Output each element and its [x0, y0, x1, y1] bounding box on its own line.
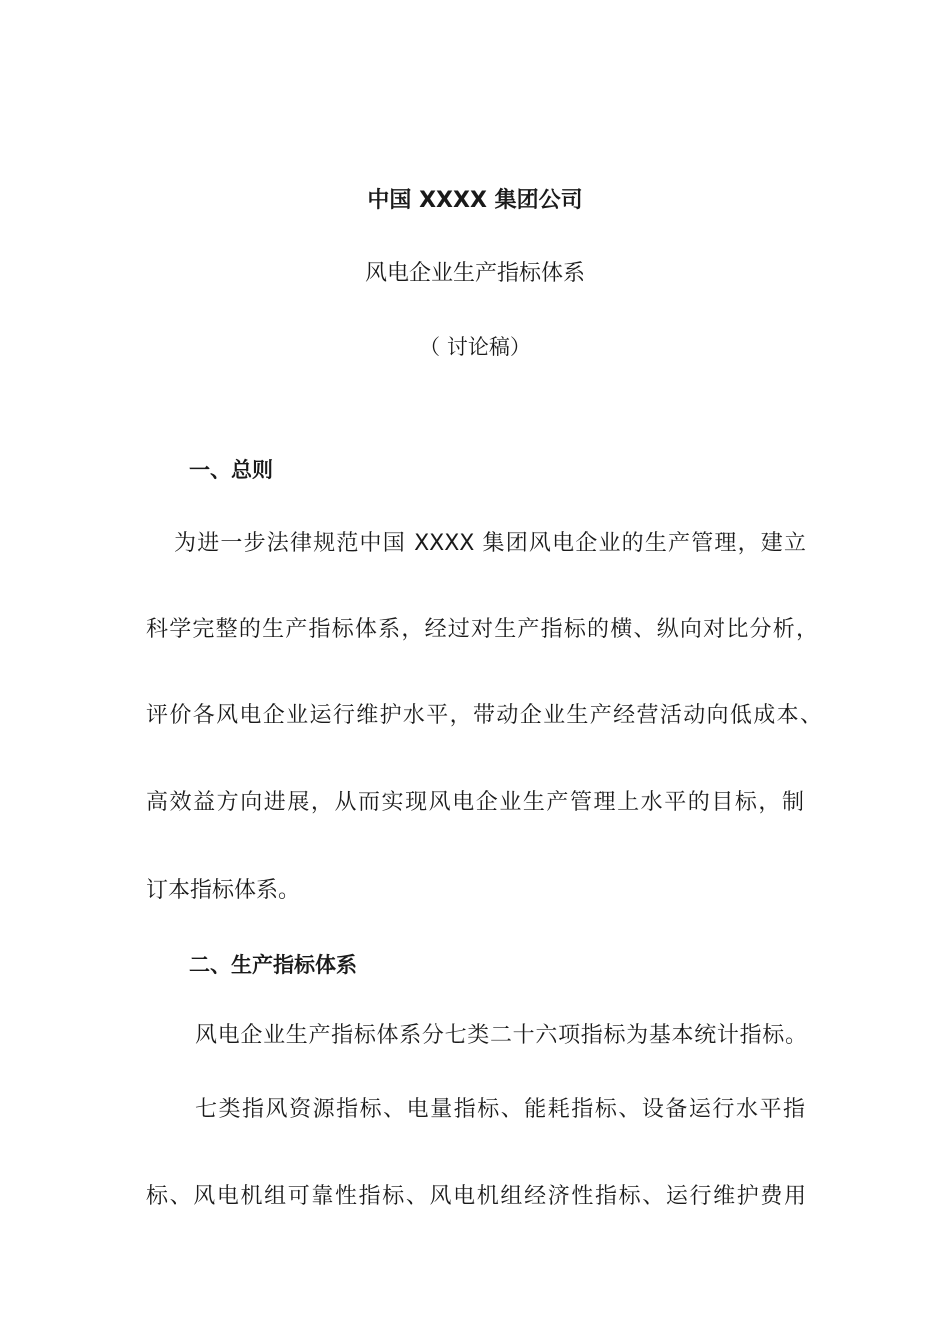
paragraph-line: 订本指标体系。: [146, 878, 301, 903]
draft-note: （ 讨论稿）: [419, 335, 531, 359]
section-heading-general: 一、总则: [189, 458, 273, 482]
paragraph-line: 风电企业生产指标体系分七类二十六项指标为基本统计指标。: [195, 1023, 807, 1048]
document-subtitle: 风电企业生产指标体系: [364, 261, 585, 286]
paragraph-line: 高效益方向进展，从而实现风电企业生产管理上水平的目标，制: [146, 790, 804, 815]
section-heading-indicators: 二、生产指标体系: [189, 953, 357, 977]
document-title: 中国 XXXX 集团公司: [367, 188, 583, 213]
paragraph-line: 七类指风资源指标、电量指标、能耗指标、设备运行水平指: [195, 1097, 805, 1122]
paragraph-line: 科学完整的生产指标体系，经过对生产指标的横、纵向对比分析，: [146, 617, 818, 642]
paragraph-line: 评价各风电企业运行维护水平，带动企业生产经营活动向低成本、: [146, 703, 822, 728]
paragraph-line: 标、风电机组可靠性指标、风电机组经济性指标、运行维护费用: [146, 1184, 806, 1209]
paragraph-line: 为进一步法律规范中国 XXXX 集团风电企业的生产管理，建立: [174, 531, 806, 556]
